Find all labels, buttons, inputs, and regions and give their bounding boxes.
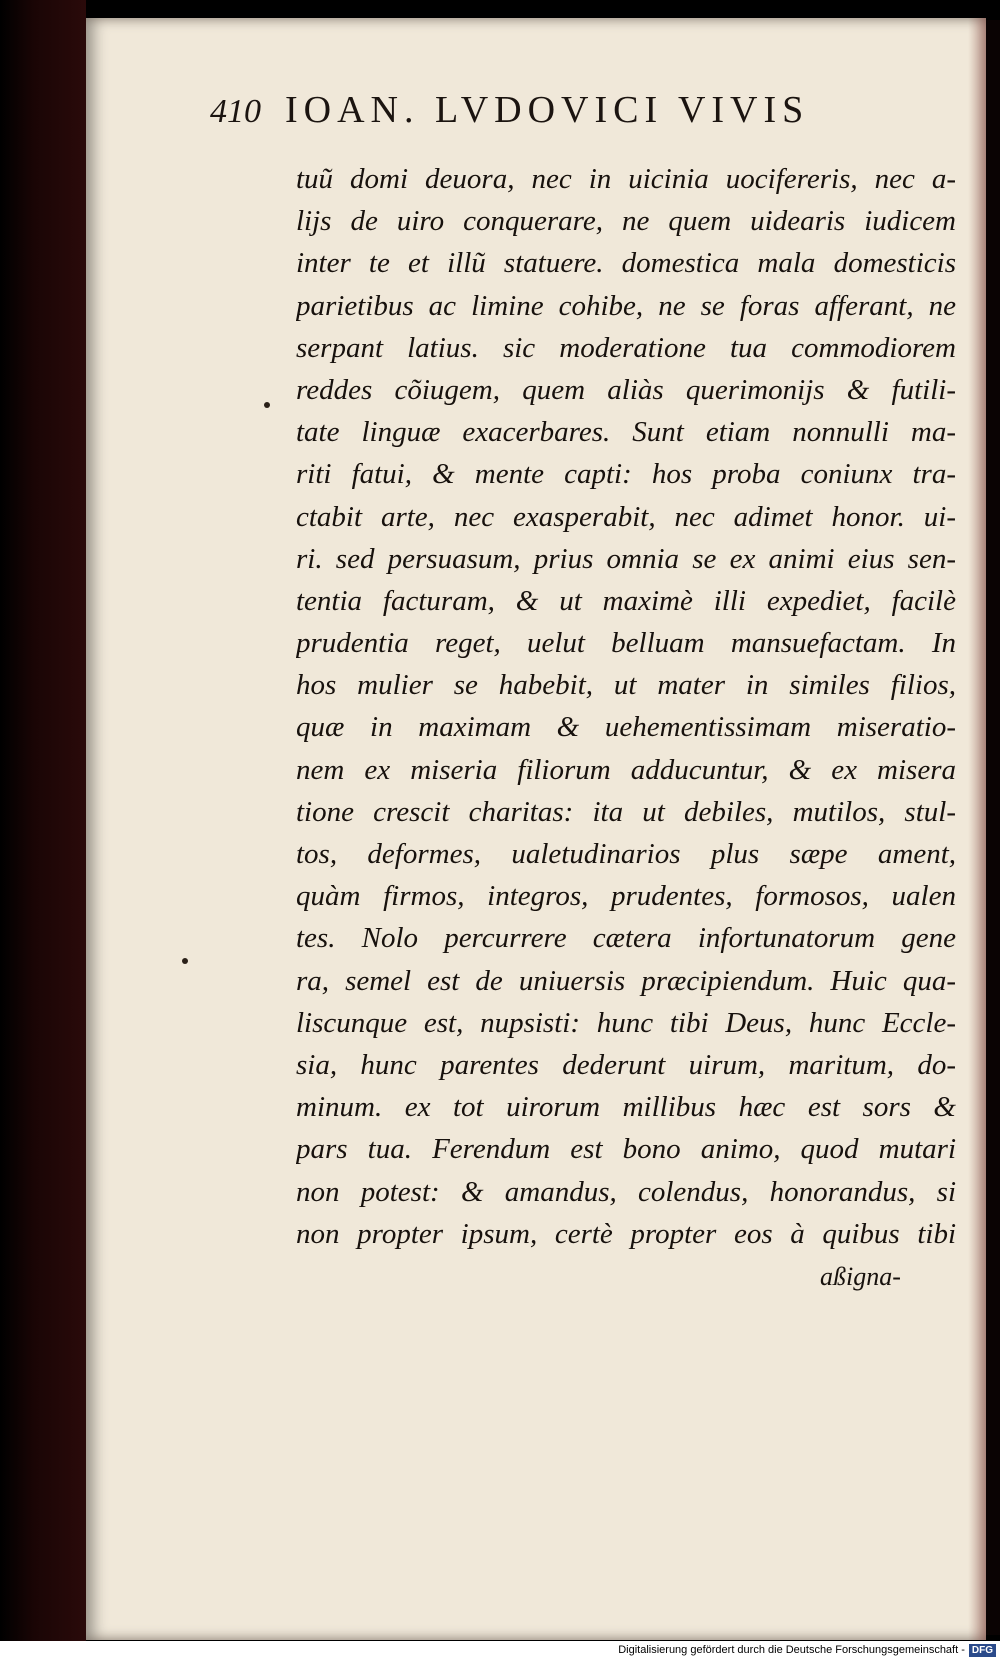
text-line: ra, semel est de uniuersis præcipiendum. Huic qua- (296, 964, 956, 997)
page-edge (985, 20, 1000, 1635)
catchword: aßigna- (820, 1262, 901, 1291)
text-line: prudentia reget, uelut belluam mansuefactam. In (296, 627, 956, 660)
text-line: riti fatui, & mente capti: hos proba coniunx tra- (296, 458, 956, 491)
text-line: tos, deformes, ualetudinarios plus sæpe ament, (296, 838, 956, 870)
text-line: hos mulier se habebit, ut mater in similes filios, (296, 669, 956, 702)
text-line: inter te et illũ statuere. domestica mala domesticis (296, 247, 956, 280)
text-line: non potest: & amandus, colendus, honorandus, si (296, 1175, 956, 1208)
dfg-logo: DFG (969, 1644, 996, 1657)
running-head-title: IOAN. LVDOVICI VIVIS (285, 89, 810, 131)
digitization-footer (0, 1641, 1000, 1659)
text-line: serpant latius. sic moderatione tua commodiorem (296, 331, 956, 364)
page-number: 410 (210, 93, 261, 130)
text-line: non propter ipsum, certè propter eos à quibus tibi (296, 1217, 956, 1250)
text-line: nem ex miseria filiorum adducuntur, & ex misera (296, 753, 956, 786)
text-line: quàm firmos, integros, prudentes, formosos, ualen (296, 880, 956, 913)
text-line: reddes cõiugem, quem aliàs querimonijs & futili- (296, 373, 956, 406)
text-line: sia, hunc parentes dederunt uirum, maritum, do- (296, 1048, 956, 1081)
text-line: tes. Nolo percurrere cætera infortunatorum gene (296, 922, 956, 955)
text-line: tate linguæ exacerbares. Sunt etiam nonnulli ma- (296, 416, 956, 449)
text-line: tentia facturam, & ut maximè illi expediet, facilè (296, 584, 956, 617)
ink-spot (264, 402, 270, 408)
text-line: liscunque est, nupsisti: hunc tibi Deus, hunc Eccle- (296, 1006, 956, 1039)
ink-spot (182, 958, 188, 964)
text-line: pars tua. Ferendum est bono animo, quod mutari (296, 1133, 956, 1166)
footer-credit: Digitalisierung gefördert durch die Deutsche Forschungsgemeinschaft - (618, 1644, 965, 1656)
body-text (296, 158, 956, 1255)
text-line: tuũ domi deuora, nec in uicinia uocifereris, nec a- (296, 163, 956, 195)
text-line: quæ in maximam & uehementissimam miseratio- (296, 711, 956, 744)
text-line: parietibus ac limine cohibe, ne se foras afferant, ne (296, 289, 956, 322)
text-line: lijs de uiro conquerare, ne quem uidearis iudicem (296, 205, 956, 238)
running-head (210, 88, 920, 148)
book-spine (0, 0, 86, 1659)
text-line: tione crescit charitas: ita ut debiles, mutilos, stul- (296, 795, 956, 828)
text-line: minum. ex tot uirorum millibus hæc est sors & (296, 1091, 956, 1124)
text-line: ri. sed persuasum, prius omnia se ex animi eius sen- (296, 542, 956, 575)
text-line: ctabit arte, nec exasperabit, nec adimet honor. ui- (296, 500, 956, 533)
